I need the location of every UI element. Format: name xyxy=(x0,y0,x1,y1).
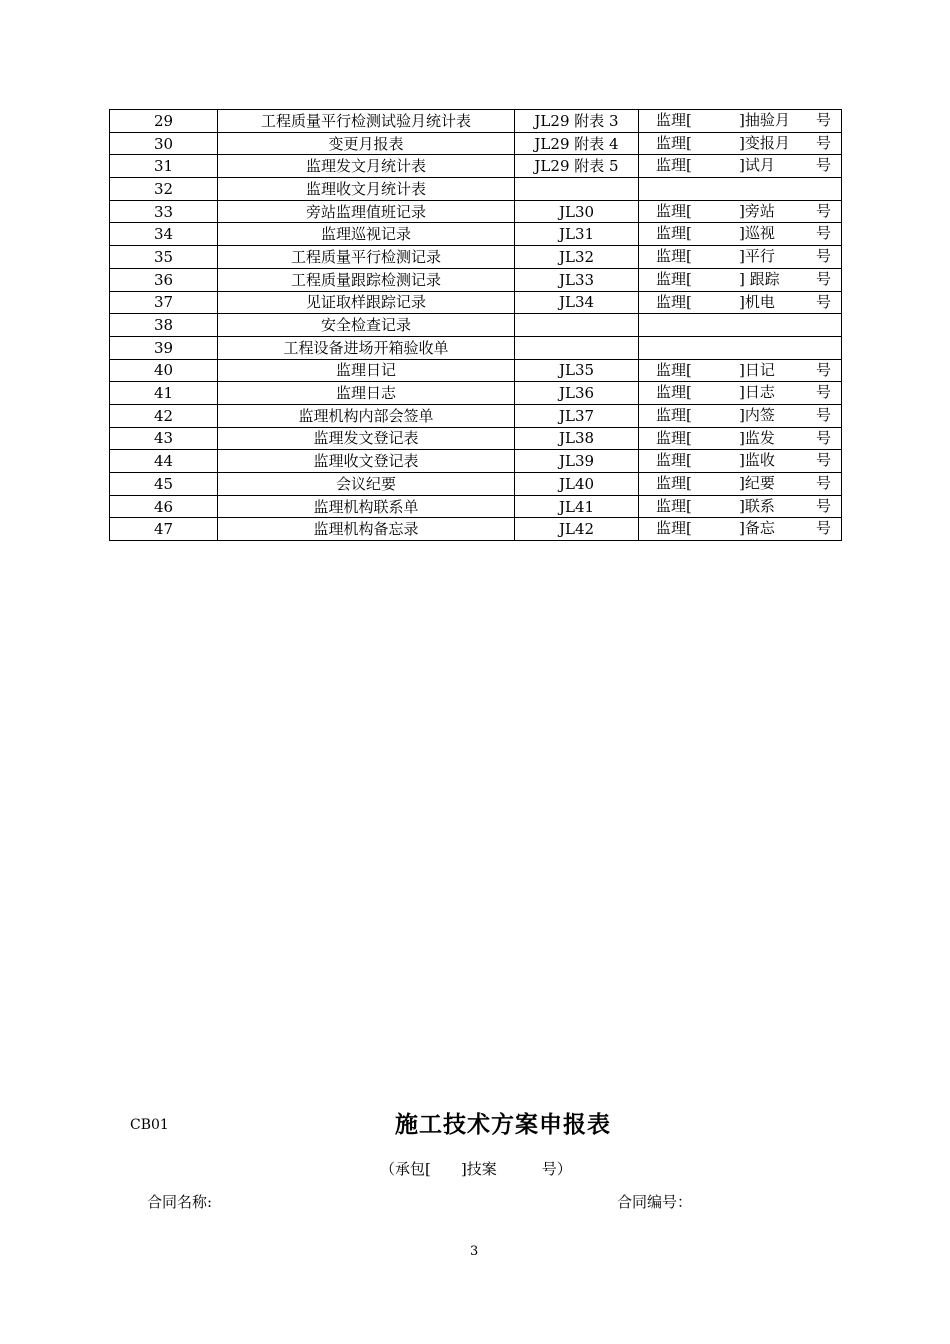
table-row xyxy=(110,155,842,178)
document-code xyxy=(639,246,842,269)
code-type: ]监收 xyxy=(739,451,775,470)
form-id: JL35 xyxy=(515,359,639,382)
row-number: 44 xyxy=(110,450,218,473)
row-number: 40 xyxy=(110,359,218,382)
form-name: 变更月报表 xyxy=(218,132,515,155)
table-row xyxy=(110,404,842,427)
table-row xyxy=(110,495,842,518)
form-id: JL36 xyxy=(515,382,639,405)
form-name: 监理发文月统计表 xyxy=(218,155,515,178)
code-prefix: 监理[ xyxy=(656,292,692,311)
code-suffix: 号 xyxy=(815,292,831,311)
form-id xyxy=(515,336,639,359)
form-id xyxy=(515,178,639,201)
table-row xyxy=(110,178,842,201)
row-number: 31 xyxy=(110,155,218,178)
table-row xyxy=(110,427,842,450)
form-id: JL41 xyxy=(515,495,639,518)
code-type: ]日记 xyxy=(739,360,775,379)
form-name: 监理收文登记表 xyxy=(218,450,515,473)
code-prefix: 监理[ xyxy=(656,428,692,447)
code-prefix: 监理[ xyxy=(656,111,692,129)
form-name: 工程质量平行检测记录 xyxy=(218,246,515,269)
row-number: 32 xyxy=(110,178,218,201)
code-type: ]试月 xyxy=(739,156,775,175)
code-prefix: 监理[ xyxy=(656,496,692,515)
code-suffix: 号 xyxy=(815,451,831,470)
row-number: 35 xyxy=(110,246,218,269)
code-type: ]机电 xyxy=(739,292,775,311)
form-name: 监理收文月统计表 xyxy=(218,178,515,201)
form-id: JL42 xyxy=(515,518,639,541)
table-row xyxy=(110,200,842,223)
table-row xyxy=(110,246,842,269)
code-prefix: 监理[ xyxy=(656,269,692,288)
code-type: ]变报月 xyxy=(739,133,790,152)
document-code xyxy=(639,268,842,291)
code-suffix: 号 xyxy=(815,474,831,492)
document-code xyxy=(639,291,842,314)
form-name: 工程质量平行检测试验月统计表 xyxy=(218,110,515,133)
row-number: 39 xyxy=(110,336,218,359)
table-row xyxy=(110,473,842,496)
row-number: 46 xyxy=(110,495,218,518)
row-number: 33 xyxy=(110,200,218,223)
code-type: ]纪要 xyxy=(739,474,775,492)
table-row xyxy=(110,518,842,541)
form-id: JL29 附表 3 xyxy=(515,110,639,133)
form-title: 施工技术方案申报表 xyxy=(395,1111,611,1138)
document-code xyxy=(639,518,842,541)
code-type: ]巡视 xyxy=(739,224,775,243)
form-name: 监理巡视记录 xyxy=(218,223,515,246)
code-suffix: 号 xyxy=(815,111,831,129)
document-code xyxy=(639,336,842,359)
row-number: 47 xyxy=(110,518,218,541)
form-id: JL32 xyxy=(515,246,639,269)
code-prefix: 监理[ xyxy=(656,383,692,402)
code-suffix: 号 xyxy=(815,428,831,447)
document-code xyxy=(639,427,842,450)
code-suffix: 号 xyxy=(815,247,831,266)
document-code xyxy=(639,200,842,223)
table-row xyxy=(110,450,842,473)
code-prefix: 监理[ xyxy=(656,247,692,266)
code-type: ]平行 xyxy=(739,247,775,266)
form-name: 工程质量跟踪检测记录 xyxy=(218,268,515,291)
form-name: 安全检查记录 xyxy=(218,314,515,337)
form-id: JL39 xyxy=(515,450,639,473)
code-suffix: 号 xyxy=(815,496,831,515)
form-id: JL30 xyxy=(515,200,639,223)
document-code xyxy=(639,178,842,201)
code-type: ]联系 xyxy=(739,496,775,515)
form-code: CB01 xyxy=(130,1117,169,1133)
document-code xyxy=(639,132,842,155)
row-number: 36 xyxy=(110,268,218,291)
code-suffix: 号 xyxy=(815,269,831,288)
code-suffix: 号 xyxy=(815,156,831,175)
code-prefix: 监理[ xyxy=(656,133,692,152)
form-name: 监理日志 xyxy=(218,382,515,405)
document-code xyxy=(639,223,842,246)
code-prefix: 监理[ xyxy=(656,201,692,220)
code-prefix: 监理[ xyxy=(656,519,692,538)
code-prefix: 监理[ xyxy=(656,360,692,379)
document-code xyxy=(639,314,842,337)
row-number: 34 xyxy=(110,223,218,246)
form-name: 监理发文登记表 xyxy=(218,427,515,450)
code-type: ]监发 xyxy=(739,428,775,447)
code-type: ]日志 xyxy=(739,383,775,402)
row-number: 30 xyxy=(110,132,218,155)
code-prefix: 监理[ xyxy=(656,224,692,243)
code-suffix: 号 xyxy=(815,201,831,220)
document-code xyxy=(639,450,842,473)
row-number: 38 xyxy=(110,314,218,337)
code-type: ] 跟踪 xyxy=(739,269,780,288)
form-name: 监理机构联系单 xyxy=(218,495,515,518)
table-row xyxy=(110,359,842,382)
code-suffix: 号 xyxy=(815,133,831,152)
form-name: 旁站监理值班记录 xyxy=(218,200,515,223)
form-name: 监理日记 xyxy=(218,359,515,382)
code-type: ]备忘 xyxy=(739,519,775,538)
form-id: JL40 xyxy=(515,473,639,496)
form-register-body xyxy=(110,110,842,541)
document-code xyxy=(639,404,842,427)
form-name: 监理机构内部会签单 xyxy=(218,404,515,427)
contract-name-label: 合同名称: xyxy=(147,1193,213,1211)
document-code xyxy=(639,473,842,496)
form-subtitle: （承包[ ]技案 号） xyxy=(380,1160,572,1178)
form-id: JL33 xyxy=(515,268,639,291)
form-id: JL38 xyxy=(515,427,639,450)
document-code xyxy=(639,495,842,518)
page-number: 3 xyxy=(470,1244,479,1259)
form-name: 工程设备进场开箱验收单 xyxy=(218,336,515,359)
form-id: JL37 xyxy=(515,404,639,427)
table-row xyxy=(110,382,842,405)
code-suffix: 号 xyxy=(815,383,831,402)
document-code xyxy=(639,382,842,405)
form-id: JL29 附表 4 xyxy=(515,132,639,155)
row-number: 42 xyxy=(110,404,218,427)
table-row xyxy=(110,314,842,337)
form-id: JL31 xyxy=(515,223,639,246)
code-suffix: 号 xyxy=(815,360,831,379)
code-prefix: 监理[ xyxy=(656,474,692,492)
form-name: 会议纪要 xyxy=(218,473,515,496)
table-row xyxy=(110,132,842,155)
contract-number-label: 合同编号： xyxy=(617,1193,693,1211)
row-number: 37 xyxy=(110,291,218,314)
code-prefix: 监理[ xyxy=(656,156,692,175)
row-number: 41 xyxy=(110,382,218,405)
row-number: 43 xyxy=(110,427,218,450)
form-id xyxy=(515,314,639,337)
table-row xyxy=(110,291,842,314)
code-prefix: 监理[ xyxy=(656,451,692,470)
table-row xyxy=(110,223,842,246)
code-type: ]旁站 xyxy=(739,201,775,220)
document-code xyxy=(639,110,842,133)
code-type: ]内签 xyxy=(739,405,775,424)
form-register-table xyxy=(109,109,842,541)
code-prefix: 监理[ xyxy=(656,405,692,424)
code-suffix: 号 xyxy=(815,405,831,424)
document-code xyxy=(639,155,842,178)
code-type: ]抽验月 xyxy=(739,111,790,129)
form-id: JL34 xyxy=(515,291,639,314)
code-suffix: 号 xyxy=(815,519,831,538)
form-id: JL29 附表 5 xyxy=(515,155,639,178)
table-row xyxy=(110,336,842,359)
table-row xyxy=(110,268,842,291)
row-number: 45 xyxy=(110,473,218,496)
table-row xyxy=(110,110,842,133)
row-number: 29 xyxy=(110,110,218,133)
form-name: 见证取样跟踪记录 xyxy=(218,291,515,314)
code-suffix: 号 xyxy=(815,224,831,243)
form-name: 监理机构备忘录 xyxy=(218,518,515,541)
document-code xyxy=(639,359,842,382)
